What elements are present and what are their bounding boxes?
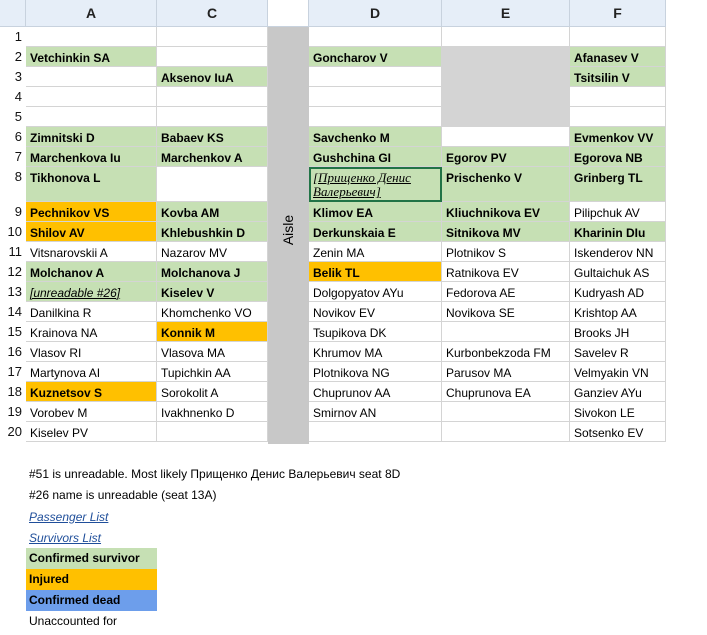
seat-cell-7e[interactable]: Egorov PV bbox=[442, 147, 570, 167]
seat-cell-15c[interactable]: Konnik M bbox=[157, 322, 268, 342]
seat-cell-20d[interactable] bbox=[309, 422, 442, 442]
row-number-14[interactable]: 14 bbox=[7, 304, 22, 319]
seat-cell-18d[interactable]: Chuprunov AA bbox=[309, 382, 442, 402]
seat-cell-13e[interactable]: Fedorova AE bbox=[442, 282, 570, 302]
seat-cell-19c[interactable]: Ivakhnenko D bbox=[157, 402, 268, 422]
seat-cell-11c[interactable]: Nazarov MV bbox=[157, 242, 268, 262]
seat-cell-18c[interactable]: Sorokolit A bbox=[157, 382, 268, 402]
seat-cell-9c[interactable]: Kovba AM bbox=[157, 202, 268, 222]
seat-cell-20c[interactable] bbox=[157, 422, 268, 442]
row-number-18[interactable]: 18 bbox=[7, 384, 22, 399]
column-header-c[interactable]: C bbox=[157, 0, 268, 27]
seat-cell-10a[interactable]: Shilov AV bbox=[26, 222, 157, 242]
corner-header bbox=[0, 0, 26, 27]
row-number-2[interactable]: 2 bbox=[14, 49, 22, 64]
row-number-13[interactable]: 13 bbox=[7, 284, 22, 299]
seat-cell-19f[interactable]: Sivokon LE bbox=[570, 402, 666, 422]
column-header-e[interactable]: E bbox=[442, 0, 570, 27]
seat-cell-16c[interactable]: Vlasova MA bbox=[157, 342, 268, 362]
seat-cell-14c[interactable]: Khomchenko VO bbox=[157, 302, 268, 322]
seat-cell-15f[interactable]: Brooks JH bbox=[570, 322, 666, 342]
seat-cell-4a[interactable] bbox=[26, 87, 157, 107]
row-number-12[interactable]: 12 bbox=[7, 264, 22, 279]
seat-cell-14a[interactable]: Danilkina R bbox=[26, 302, 157, 322]
seat-cell-13f[interactable]: Kudryash AD bbox=[570, 282, 666, 302]
row-number-16[interactable]: 16 bbox=[7, 344, 22, 359]
seat-cell-20e[interactable] bbox=[442, 422, 570, 442]
seat-cell-20a[interactable]: Kiselev PV bbox=[26, 422, 157, 442]
column-header-aisle[interactable] bbox=[268, 0, 309, 27]
row-number-20[interactable]: 20 bbox=[7, 424, 22, 439]
seat-cell-13a[interactable]: [unreadable #26] bbox=[26, 282, 157, 302]
seat-cell-19a[interactable]: Vorobev M bbox=[26, 402, 157, 422]
seat-cell-4c[interactable] bbox=[157, 87, 268, 107]
seat-cell-20f[interactable]: Sotsenko EV bbox=[570, 422, 666, 442]
seat-cell-10d[interactable]: Derkunskaia E bbox=[309, 222, 442, 242]
seat-cell-5e[interactable] bbox=[442, 107, 570, 127]
seat-cell-7f[interactable]: Egorova NB bbox=[570, 147, 666, 167]
seat-cell-1f[interactable] bbox=[570, 27, 666, 47]
seat-cell-7d[interactable]: Gushchina GI bbox=[309, 147, 442, 167]
row-number-8[interactable]: 8 bbox=[14, 169, 22, 184]
seat-cell-1e[interactable] bbox=[442, 27, 570, 47]
seat-cell-16a[interactable]: Vlasov RI bbox=[26, 342, 157, 362]
seat-cell-16f[interactable]: Savelev R bbox=[570, 342, 666, 362]
row-number-15[interactable]: 15 bbox=[7, 324, 22, 339]
seat-cell-11e[interactable]: Plotnikov S bbox=[442, 242, 570, 262]
row-number-19[interactable]: 19 bbox=[7, 404, 22, 419]
seat-cell-7c[interactable]: Marchenkov A bbox=[157, 147, 268, 167]
row-number-1[interactable]: 1 bbox=[14, 29, 22, 44]
seat-cell-3a[interactable] bbox=[26, 67, 157, 87]
row-number-7[interactable]: 7 bbox=[14, 149, 22, 164]
seat-cell-3c[interactable]: Aksenov IuA bbox=[157, 67, 268, 87]
column-header-a[interactable]: A bbox=[26, 0, 157, 27]
seat-cell-4f[interactable] bbox=[570, 87, 666, 107]
column-header-d[interactable]: D bbox=[309, 0, 442, 27]
row-number-9[interactable]: 9 bbox=[14, 204, 22, 219]
seat-cell-4e[interactable] bbox=[442, 87, 570, 107]
seat-cell-12d[interactable]: Belik TL bbox=[309, 262, 442, 282]
seat-cell-5a[interactable] bbox=[26, 107, 157, 127]
seat-cell-11a[interactable]: Vitsnarovskii A bbox=[26, 242, 157, 262]
seat-cell-9a[interactable]: Pechnikov VS bbox=[26, 202, 157, 222]
seat-cell-10f[interactable]: Kharinin DIu bbox=[570, 222, 666, 242]
seat-cell-13c[interactable]: Kiselev V bbox=[157, 282, 268, 302]
note-unreadable-51: #51 is unreadable. Most likely Прищенко Денис Валерьевич seat 8D bbox=[29, 467, 401, 481]
row-number-10[interactable]: 10 bbox=[7, 224, 22, 239]
seat-cell-12c[interactable]: Molchanova J bbox=[157, 262, 268, 282]
seat-cell-1d[interactable] bbox=[309, 27, 442, 47]
seat-cell-6c[interactable]: Babaev KS bbox=[157, 127, 268, 147]
seat-cell-10c[interactable]: Khlebushkin D bbox=[157, 222, 268, 242]
passenger-list-link[interactable]: Passenger List bbox=[29, 510, 109, 524]
column-header-f[interactable]: F bbox=[570, 0, 666, 27]
seat-cell-17c[interactable]: Tupichkin AA bbox=[157, 362, 268, 382]
seat-cell-6d[interactable]: Savchenko M bbox=[309, 127, 442, 147]
seat-cell-15a[interactable]: Krainova NA bbox=[26, 322, 157, 342]
seat-cell-9f[interactable]: Pilipchuk AV bbox=[570, 202, 666, 222]
seat-cell-2a[interactable]: Vetchinkin SA bbox=[26, 47, 157, 67]
seat-cell-17e[interactable]: Parusov MA bbox=[442, 362, 570, 382]
seat-cell-17a[interactable]: Martynova AI bbox=[26, 362, 157, 382]
seat-cell-4d[interactable] bbox=[309, 87, 442, 107]
seat-cell-3e[interactable] bbox=[442, 67, 570, 87]
seat-cell-5f[interactable] bbox=[570, 107, 666, 127]
seat-cell-10e[interactable]: Sitnikova MV bbox=[442, 222, 570, 242]
row-number-11[interactable]: 11 bbox=[8, 244, 22, 259]
row-number-5[interactable]: 5 bbox=[14, 109, 22, 124]
seat-cell-2d[interactable]: Goncharov V bbox=[309, 47, 442, 67]
seat-cell-3d[interactable] bbox=[309, 67, 442, 87]
seat-cell-15e[interactable] bbox=[442, 322, 570, 342]
seat-cell-7a[interactable]: Marchenkova Iu bbox=[26, 147, 157, 167]
row-number-3[interactable]: 3 bbox=[14, 69, 22, 84]
seat-cell-8a[interactable]: Tikhonova L bbox=[26, 167, 157, 202]
seat-cell-2f[interactable]: Afanasev V bbox=[570, 47, 666, 67]
seat-cell-17d[interactable]: Plotnikova NG bbox=[309, 362, 442, 382]
note-unreadable-26: #26 name is unreadable (seat 13A) bbox=[29, 488, 217, 502]
seat-cell-12f[interactable]: Gultaichuk AS bbox=[570, 262, 666, 282]
seat-cell-6a[interactable]: Zimnitski D bbox=[26, 127, 157, 147]
legend-unaccounted: Unaccounted for bbox=[29, 614, 118, 628]
row-number-4[interactable]: 4 bbox=[14, 89, 22, 104]
seat-cell-14e[interactable]: Novikova SE bbox=[442, 302, 570, 322]
legend-confirmed-dead: Confirmed dead bbox=[26, 590, 157, 611]
seat-cell-18e[interactable]: Chuprunova EA bbox=[442, 382, 570, 402]
seat-cell-8c[interactable] bbox=[157, 167, 268, 202]
row-number-17[interactable]: 17 bbox=[7, 364, 22, 379]
seat-cell-9e[interactable]: Kliuchnikova EV bbox=[442, 202, 570, 222]
seat-cell-2e[interactable] bbox=[442, 47, 570, 67]
seat-cell-1c[interactable] bbox=[157, 27, 268, 47]
seat-cell-14f[interactable]: Krishtop AA bbox=[570, 302, 666, 322]
seat-cell-17f[interactable]: Velmyakin VN bbox=[570, 362, 666, 382]
seat-cell-11f[interactable]: Iskenderov NN bbox=[570, 242, 666, 262]
seat-cell-6e[interactable] bbox=[442, 127, 570, 147]
seat-cell-6f[interactable]: Evmenkov VV bbox=[570, 127, 666, 147]
seat-cell-8f[interactable]: Grinberg TL bbox=[570, 167, 666, 202]
seat-cell-19d[interactable]: Smirnov AN bbox=[309, 402, 442, 422]
seat-cell-5d[interactable] bbox=[309, 107, 442, 127]
seat-cell-1a[interactable] bbox=[26, 27, 157, 47]
seat-cell-8d[interactable]: [Прищенко Денис Валерьевич] bbox=[309, 167, 442, 202]
seat-cell-16d[interactable]: Khrumov MA bbox=[309, 342, 442, 362]
seat-cell-12a[interactable]: Molchanov A bbox=[26, 262, 157, 282]
seat-cell-5c[interactable] bbox=[157, 107, 268, 127]
seat-cell-19e[interactable] bbox=[442, 402, 570, 422]
aisle-label: Aisle bbox=[280, 214, 297, 246]
seat-cell-12e[interactable]: Ratnikova EV bbox=[442, 262, 570, 282]
seat-cell-8e[interactable]: Prischenko V bbox=[442, 167, 570, 202]
seat-cell-9d[interactable]: Klimov EA bbox=[309, 202, 442, 222]
legend-injured: Injured bbox=[26, 569, 157, 590]
seat-cell-18f[interactable]: Ganziev AYu bbox=[570, 382, 666, 402]
survivors-list-link[interactable]: Survivors List bbox=[29, 531, 102, 545]
legend-confirmed-survivor: Confirmed survivor bbox=[26, 548, 157, 569]
row-number-6[interactable]: 6 bbox=[14, 129, 22, 144]
seat-cell-3f[interactable]: Tsitsilin V bbox=[570, 67, 666, 87]
seat-cell-15d[interactable]: Tsupikova DK bbox=[309, 322, 442, 342]
seat-cell-13d[interactable]: Dolgopyatov AYu bbox=[309, 282, 442, 302]
seat-cell-2c[interactable] bbox=[157, 47, 268, 67]
seat-cell-11d[interactable]: Zenin MA bbox=[309, 242, 442, 262]
seat-cell-14d[interactable]: Novikov EV bbox=[309, 302, 442, 322]
seat-cell-16e[interactable]: Kurbonbekzoda FM bbox=[442, 342, 570, 362]
seat-cell-18a[interactable]: Kuznetsov S bbox=[26, 382, 157, 402]
